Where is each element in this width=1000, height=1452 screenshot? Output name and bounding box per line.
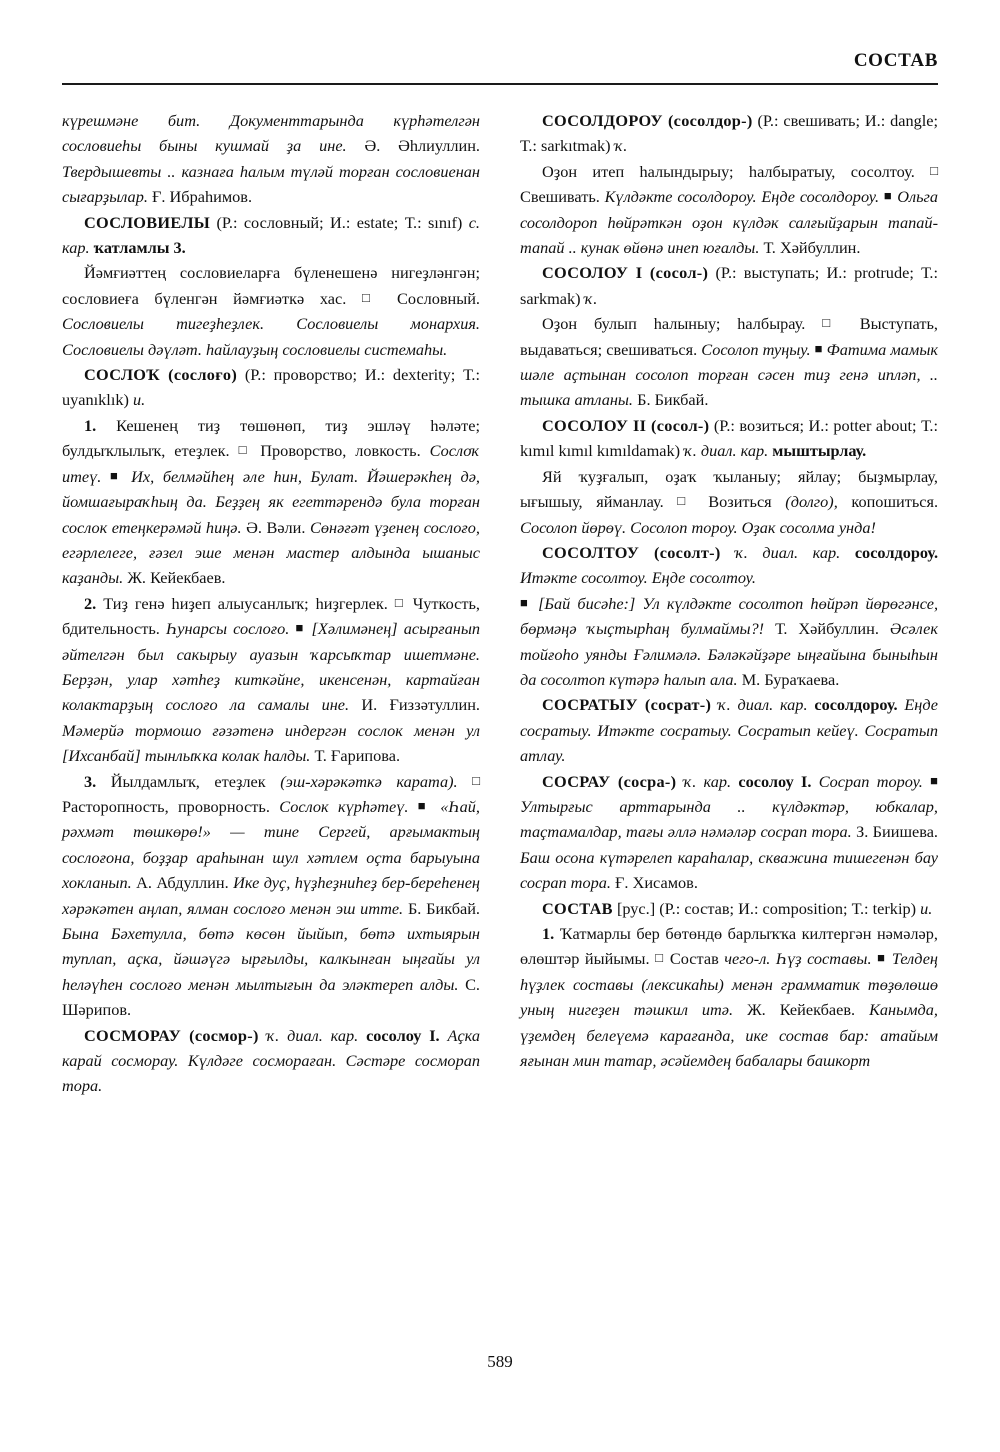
pos-sosoldorou: ҡ. (614, 136, 628, 156)
sense-number-3: 3. (84, 771, 97, 791)
citation-sosrau-a: Ултырғыс арттарында .. күлдәктәр, юбкалар, таҫтамалдар, тағы әллә нәмәләр сосрап тора. (520, 796, 938, 842)
entry-sosratyu (520, 692, 938, 768)
definition-sosoldorou (520, 159, 938, 261)
citation-author-sosrau-a: З. Биишева. (856, 822, 938, 842)
running-head: СОСТАВ (853, 50, 938, 71)
headword-sosloq: СОСЛОҠ (сослоғо) (84, 365, 238, 385)
def-text-sosolou-2: Яй ҡуҙғалып, оҙаҡ ҡыланыу; яйлау; быҙмырлау, ығышыу, яйманлау. (520, 466, 938, 512)
def-text-sosloviely: Йәмғиәттең сословиеларға бүленешенә нигеҙләнгән; сословиеға бүленгән йәмғиәткә хас. (62, 263, 480, 308)
sense-sosloq-2 (62, 591, 480, 769)
entry-sosloviely (62, 210, 480, 261)
page-number: 589 (487, 1352, 513, 1371)
left-column (62, 108, 480, 1328)
pos-sosmorau: ҡ. диал. кар. (266, 1025, 359, 1045)
filled-square-icon (520, 595, 531, 610)
sense-sostav-1 (520, 921, 938, 1073)
filled-square-icon (877, 950, 886, 965)
open-square-icon (362, 290, 381, 305)
entry-sostav (520, 896, 938, 921)
citation-3b: Ике дуҫ, һүҙһеҙниһеҙ бер-береһенең хәрәкәтен аңлап, ялман сослоғо менән эш итте. (62, 873, 480, 918)
pos-sosoltou: ҡ. диал. кар. (735, 542, 841, 562)
examples-sosratyu: Еңде сосратыу. Итәкте сосратыу. Сосратып кейеү. Сосратып атлау. (520, 695, 939, 766)
header-rule (62, 83, 938, 85)
citation-author-sosoltou-a: Т. Хәйбуллин. (775, 619, 879, 639)
citation-1a: Их, белмәйһең әле һин, Булат. Йәшерәкһең дә, йомшағыраҡһың да. Беҙҙең як егеттәрендә була торған сослок етеңкерәмәй һиңә. (62, 466, 480, 537)
citation-author-1b: Ж. Кейекбаев. (127, 568, 226, 588)
citation-sostav-b: Канымда, үҙемдең белеүемә карағанда, ике состав бар: атайым яғынан мин татар, әсәйемдең бабалары башкорт (520, 1000, 938, 1071)
gloss-sosloviely: (Р.: сословный; И.: estate; Т.: sınıf) (216, 212, 463, 232)
crossref-sosloviely: ҡатламлы 3. (93, 238, 186, 258)
origin-sostav: [рус.] (Р.: состав; И.: composition; Т.: terkip) (616, 898, 917, 918)
citation-author-sosoldorou: Т. Хәйбуллин. (763, 238, 861, 258)
column-container (62, 108, 938, 1328)
headword-sosratyu: СОСРАТЫУ (сосрат-) (542, 695, 712, 715)
pos-sosratyu: ҡ. диал. кар. (718, 695, 808, 715)
filled-square-icon (418, 798, 431, 813)
citations-sosoltou (520, 591, 938, 693)
example-3: Сослок күрһәтеү. (279, 796, 409, 816)
pos-sosrau: ҡ. кар. (683, 771, 732, 791)
example-2: Һунарсы сослоғо. (166, 619, 290, 639)
crossref-sosrau: сосолоу I. (738, 771, 812, 791)
citation-author-3a: А. Абдуллин. (136, 873, 229, 893)
crossref-sosmorau: сосолоу I. (366, 1025, 440, 1045)
russian-def-sostav-1: Состав (669, 949, 719, 969)
open-square-icon (655, 950, 664, 965)
entry-sosloq (62, 362, 480, 413)
citation-sosolou-1: Фатима мамык шәле аҫтынан сосолоп торған сәсен тиҙ генә ипләп, .. тышка атланы. (520, 339, 938, 410)
examples-sosoltou: Итәкте сосолтоу. Еңде сосолтоу. (520, 568, 756, 588)
filled-square-icon (930, 773, 938, 788)
open-square-icon (239, 442, 252, 457)
pos-sosloq: и. (133, 390, 146, 410)
citation-author-sosoltou-b: М. Бураҡаева. (741, 669, 840, 689)
def-text-sosolou-1: Оҙон булып һалыныу; һалбырау. (542, 314, 806, 334)
pos-sosloviely: с. кар. (62, 212, 480, 258)
sense-def-sostav-1: Ҡатмарлы бер бөтөндө барлыҡҡа килтергән нәмәләр, өлөштәр йыйымы. (520, 924, 938, 969)
pos-sostav: и. (920, 898, 933, 918)
gloss-sosolou-2: (Р.: возиться; И.: potter about; Т.: kımıl kımıl kımıldamak) (520, 415, 938, 461)
sense-sosloq-1 (62, 413, 480, 591)
headword-sosloviely: СОСЛОВИЕЛЫ (84, 212, 211, 232)
entry-sosolou-1 (520, 260, 938, 311)
citation-author-2b: Т. Ғарипова. (314, 746, 401, 766)
headword-sostav: СОСТАВ (542, 898, 613, 918)
russian-note-sostav-1: чего-л. Һүҙ составы. (724, 949, 872, 969)
definition-sosolou-2 (520, 464, 938, 540)
headword-sosmorau: СОСМОРАУ (сосмор-) (84, 1025, 259, 1045)
citation-sosoltou-b: Әсәлек тойғоһо уянды Ғәлимәлә. Бәләкәйҙәре ыңғайына быныһын да сосолтоп күтәрә һалып ала. (520, 619, 938, 689)
example-sosolou-1: Сосолоп туңыу. (701, 339, 811, 359)
examples-sosmorau: Аҫка карай сосморау. Күлдәге сосмораған. Сәстәре сосморап тора. (62, 1025, 481, 1096)
filled-square-icon (884, 188, 893, 203)
citation-1b: Сөнәғәт үҙенең сослоғо, егәрлелеге, ғәзел эше менән мастер алдында ышаныс каҙанды. (62, 517, 480, 588)
entry-sosrau (520, 769, 938, 896)
russian-def-sosoldorou: Свешивать. (520, 187, 600, 207)
open-square-icon (822, 315, 843, 330)
examples-sosloviely: Сословиелы тигеҙһеҙлек. Сословиелы монархия. Сословиелы дәүләт. һайлауҙың сословиелы системаһы. (62, 314, 480, 359)
headword-sosoltou: СОСОЛТОУ (сосолт-) (542, 542, 721, 562)
russian-def-sosolou-1: Выступать, выдаваться; свешиваться. (520, 314, 938, 359)
page-header (62, 50, 938, 72)
crossref-sosratyu: сосолдороу. (814, 695, 898, 715)
example-1: Сослоҡ итеү. (62, 441, 481, 486)
headword-sosrau: СОСРАУ (сосра-) (542, 771, 677, 791)
crossref-sosolou-2: мыштырлау. (772, 441, 867, 461)
open-square-icon (677, 493, 694, 508)
examples-sosoldorou: Күлдәкте сосолдороу. Еңде сосолдороу. (604, 187, 880, 207)
russian-def-2: Чуткость, бдительность. (62, 593, 481, 639)
sense-number-sostav-1: 1. (542, 924, 555, 943)
citation-2b: Мәмерйә тормошо ғәзәтенә индергән сослок менән ул [Ихсанбай] тынлыҡка колак һалды. (62, 720, 480, 766)
sense-number-1: 1. (84, 415, 97, 435)
citation-author-sosolou-1: Б. Бикбай. (637, 390, 709, 410)
russian-def-sosloviely: Сословный. (396, 288, 480, 308)
definition-sosolou-1 (520, 311, 938, 413)
entry-sosolou-2 (520, 413, 938, 464)
sense-def-3: Йылдамлыҡ, етеҙлек (110, 771, 266, 791)
open-square-icon (395, 595, 406, 610)
citation-author-3c: С. Шәрипов. (62, 974, 480, 1020)
russian-def-sosolou-2b: копошиться. (851, 492, 939, 512)
headword-sosolou-1: СОСОЛОУ I (сосол-) (542, 263, 709, 283)
citation-2a: [Хәлимәнең] асырғанып әйтелгән был сакырыу ауазын ҡарсыҡтар ишетмәне. Берҙән, улар хәтһеҙ киткәйне, икенсенән, картайған колактарҙың сослоғо ла самалы ине. (62, 619, 480, 715)
russian-def-1: Проворство, ловкость. (260, 441, 421, 461)
russian-def-sosolou-2: Возиться (708, 492, 772, 512)
citation-author-3b: Б. Бикбай. (407, 898, 481, 918)
open-square-icon (930, 163, 938, 178)
crossref-sosoltou: сосолдороу. (854, 542, 939, 562)
citation-author-1a: Ә. Вәли. (246, 517, 306, 537)
def-text-sosoldorou: Оҙон итеп һалындырыу; һалбыратыу, сосолтоу. (542, 161, 915, 181)
filled-square-icon (110, 468, 122, 483)
citation-author-sostav-a: Ж. Кейекбаев. (747, 1000, 856, 1020)
sense-def-2: Тиҙ генә һиҙеп алыусанлыҡ; һиҙгерлек. (103, 593, 388, 613)
examples-sosolou-2: Сосолоп йөрөү. Сосолоп тороу. Оҙак сосолма унда! (520, 517, 876, 537)
citation-sosrau-b: Баш осона күтәрелеп караһалар, скважина тишегенән бау сосрап тора. (520, 847, 938, 893)
russian-def-3: Расторопность, проворность. (62, 796, 270, 816)
pos-sosolou-1: ҡ. (584, 288, 598, 308)
example-sosrau: Сосрап тороу. (818, 771, 923, 791)
continuation-author-b: Ғ. Ибраһимов. (152, 187, 253, 207)
continuation-text-a: күрешмәне бит. Документтарында күрһәтелгән сословиеһы быны кушмай ҙа ине. (62, 111, 480, 156)
continuation-author-a: Ә. Әһлиуллин. (364, 136, 481, 156)
continuation-paragraph (62, 108, 480, 210)
open-square-icon (472, 773, 480, 788)
citation-sostav-a: Телдең һүҙлек составы (лексикаһы) менән грамматик төҙөлөшө уның нигеҙен тәшкил итә. (520, 949, 938, 1020)
gloss-sosloq: (Р.: проворство; И.: dexterity; Т.: uyanıklık) (62, 365, 480, 410)
gloss-sosoldorou: (Р.: свешивать; И.: dangle; Т.: sarkıtmak) (520, 111, 939, 156)
sense-note-3: (эш-хәрәкәткә карата). (280, 771, 458, 791)
headword-sosoldorou: СОСОЛДОРОУ (сосолдор-) (542, 111, 753, 130)
citation-author-sosrau-b: Ғ. Хисамов. (615, 873, 698, 893)
citation-3c: Бына Бәхетулла, бөтә көсөн йыйып, бөтә ихтыярын туплап, аҫка, йәшәүгә ырғылды, калкынған ыңғайы ул һеләүһен сослоғо менән мылтығын да эләктереп алды. (62, 924, 480, 994)
headword-sosolou-2: СОСОЛОУ II (сосол-) (542, 415, 710, 435)
entry-sosmorau (62, 1023, 480, 1099)
sense-number-2: 2. (84, 593, 97, 613)
citation-sosoldorou: Ольга сосолдороп һөйрәткән оҙон күлдәк салғыйҙарын тапай-тапай .. кунак өйөнә инеп юғалды. (520, 187, 938, 258)
citation-sosoltou-a: [Бай бисәһе:] Ул күлдәкте сосолтоп һөйрәп йөрөгәнсе, бөрмәңә ҡыҫтырһаң булмаймы?! (520, 593, 939, 639)
sense-def-1: Кешенең тиҙ төшөнөп, тиҙ эшләү һәләте; булдыҡлылыҡ, етеҙлек. (62, 415, 480, 461)
right-column (520, 108, 938, 1328)
entry-sosoltou (520, 540, 938, 591)
sense-sosloq-3 (62, 769, 480, 1023)
continuation-text-b: Твердышевты .. казнаға һалым түләй торған сословиенан сығарҙылар. (62, 161, 480, 207)
pos-sosolou-2: ҡ. диал. кар. (684, 441, 769, 461)
definition-sosloviely (62, 260, 480, 362)
russian-note-sosolou-2: (долго), (785, 492, 838, 512)
filled-square-icon (815, 341, 823, 356)
entry-sosoldorou (520, 108, 938, 159)
gloss-sosolou-1: (Р.: выступать; И.: protrude; Т.: sarkmak) (520, 263, 939, 308)
citation-3a: «Һай, рәхмәт төшкөрө!» — тине Сергей, арғымактың сослоғона, боҙҙар араһынан шул хәтлем оҫта барыуына хокланып. (62, 796, 480, 893)
filled-square-icon (296, 620, 306, 635)
citation-author-2a: И. Ғиззәтуллин. (361, 695, 480, 715)
